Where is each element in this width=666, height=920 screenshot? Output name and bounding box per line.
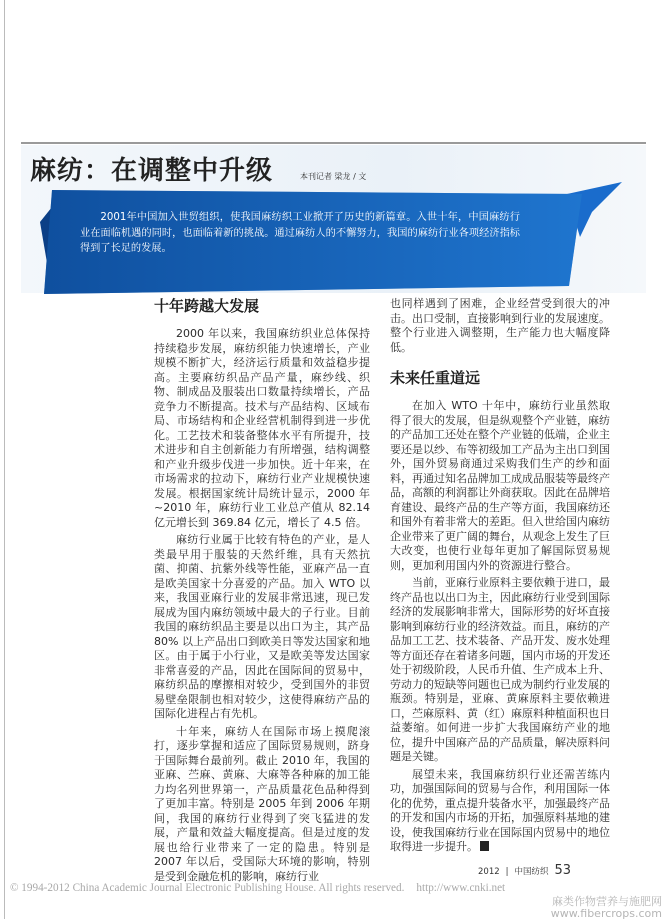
folio-separator: | [505, 867, 509, 877]
paragraph: 2000 年以来，我国麻纺织业总体保持持续稳步发展，麻纺织能力快速增长，产业规模不断扩大，经济运行质量和效益稳步提高。主要麻纺织品产品产量，麻纱线、织物、制成品及服装出口数量持续增长，产品竞争力不断提高。技术与产品结构、区域布局、市场结构和企业经营机制得到进一步优化。工艺技术和装备整体水平有所提升，技术进步和自主创新能力有所增强，结构调整和产业升级步伐进一步加快。近十年来，在市场需求的拉动下，麻纺行业产业规模快速发展。根据国家统计局统计显示，2000 年 ~2010 年，麻纺行业工业总产值从 82.14 亿元增长到 369.84 亿元，增长了 4.5 倍。 [154, 327, 370, 529]
folio-magazine: 中国纺织 [514, 867, 549, 877]
article-byline: 本刊记者 梁龙 / 文 [300, 172, 367, 181]
copyright-footer [10, 882, 517, 895]
section-heading: 未来任重道远 [390, 369, 481, 387]
copyright-text: © 1994-2012 China Academic Journal Electronic Publishing House. All rights reserved. [10, 882, 405, 894]
column-left [154, 297, 370, 887]
end-mark-icon [480, 841, 489, 851]
paragraph [390, 768, 610, 855]
article-title: 麻纺：在调整中升级 [30, 156, 274, 186]
watermark [551, 896, 662, 919]
paragraph: 在加入 WTO 十年中，麻纺行业虽然取得了很大的发展，但是纵观整个产业链，麻纺的产品加工还处在整个产业链的低端，企业主要还是以纱、布等初级加工产品为主出口到国外，国外贸易商通过采购我们生产的纱和面料，再通过知名品牌加工成成品服装等最终产品，高额的利润都让外商获取。因此在品牌培育建设、最终产品的生产等方面，我国麻纺还和国外有着非常大的差距。但入世给国内麻纺企业带来了更广阔的舞台，从观念上发生了巨大改变，也使行业每年更加了解国际贸易规则，更加利用国内外的资源进行整合。 [390, 399, 610, 572]
paragraph-text: 展望未来，我国麻纺织行业还需苦练内功，加强国际间的贸易与合作，利用国际一体化的优势，重点提升装备水平，加强最终产品的开发和国内市场的开拓，加强原料基地的建设，使我国麻纺行业在国际国内贸易中的地位取得进一步提升。 [390, 767, 610, 853]
section-heading: 十年跨越大发展 [154, 297, 260, 315]
footer-url[interactable]: http://www.cnki.net [416, 882, 506, 894]
folio-year: 2012 [478, 867, 500, 877]
watermark-name: 麻类作物营养与施肥网 [552, 895, 662, 908]
paragraph-continued: 也同样遇到了困难，企业经营受到很大的冲击。出口受制，直接影响到行业的发展速度。整个行业进入调整期，生产能力也大幅度降低。 [390, 297, 610, 354]
paragraph: 麻纺行业属于比较有特色的产业，是人类最早用于服装的天然纤维，具有天然抗菌、抑菌、抗紫外线等性能，亚麻产品一直是欧美国家十分喜爱的产品。加入 WTO 以来，我国亚麻行业的发展非常迅速，现已发展成为国内麻纺领域中最大的子行业。目前我国的麻纺织品主要是以出口为主，其产品 80% 以上产品出口到欧美日等发达国家和地区。由于属于小行业，又是欧美等发达国家非常喜爱的产品，因此在国际间的贸易中，麻纺织品的摩擦相对较少，受到国外的非贸易壁垒限制也相对较少，这使得麻纺产品的国际化进程占有先机。 [154, 533, 370, 720]
column-right [390, 297, 610, 858]
paragraph: 十年来，麻纺人在国际市场上摸爬滚打，逐步掌握和适应了国际贸易规则，跻身于国际舞台最前列。截止 2010 年，我国的亚麻、苎麻、黄麻、大麻等各种麻的加工能力均名列世界第一，产品质量花色品种得到了更加丰富。特别是 2005 年到 2006 年期间，我国的麻纺行业得到了突飞猛进的发展，产量和效益大幅度提高。但是过度的发展也给行业带来了一定的隐患。特别是 2007 年以后，受国际大环境的影响，特别是受到金融危机的影响，麻纺行业 [154, 724, 370, 883]
page-number: 53 [554, 863, 572, 878]
page-folio [478, 863, 571, 878]
top-rule [21, 142, 646, 144]
page-edge [4, 0, 5, 919]
paragraph: 当前，亚麻行业原料主要依赖于进口，最终产品也以出口为主，因此麻纺行业受到国际经济的发展影响非常大，国际形势的好坏直接影响到麻纺行业的经济效益。而且，麻纺的产品加工工艺、技术装备、产品开发、废水处理等方面还存在着诸多问题，国内市场的开发还处于初级阶段，人民币升值、生产成本上升、劳动力的短缺等问题也已成为制约行业发展的瓶颈。特别是，亚麻、黄麻原料主要依赖进口，苎麻原料、黄（红）麻原料种植面积也日益萎缩。如何进一步扩大我国麻纺产业的地位，提升中国麻产品的产品质量，解决原料问题是关键。 [390, 576, 610, 763]
article-lead: 2001年中国加入世贸组织，使我国麻纺织工业掀开了历史的新篇章。入世十年，中国麻纺行业在面临机遇的同时，也面临着新的挑战。通过麻纺人的不懈努力，我国的麻纺行业各项经济指标得到了长足的发展。 [80, 212, 520, 254]
watermark-url: www.fibercrops.com [550, 906, 662, 920]
